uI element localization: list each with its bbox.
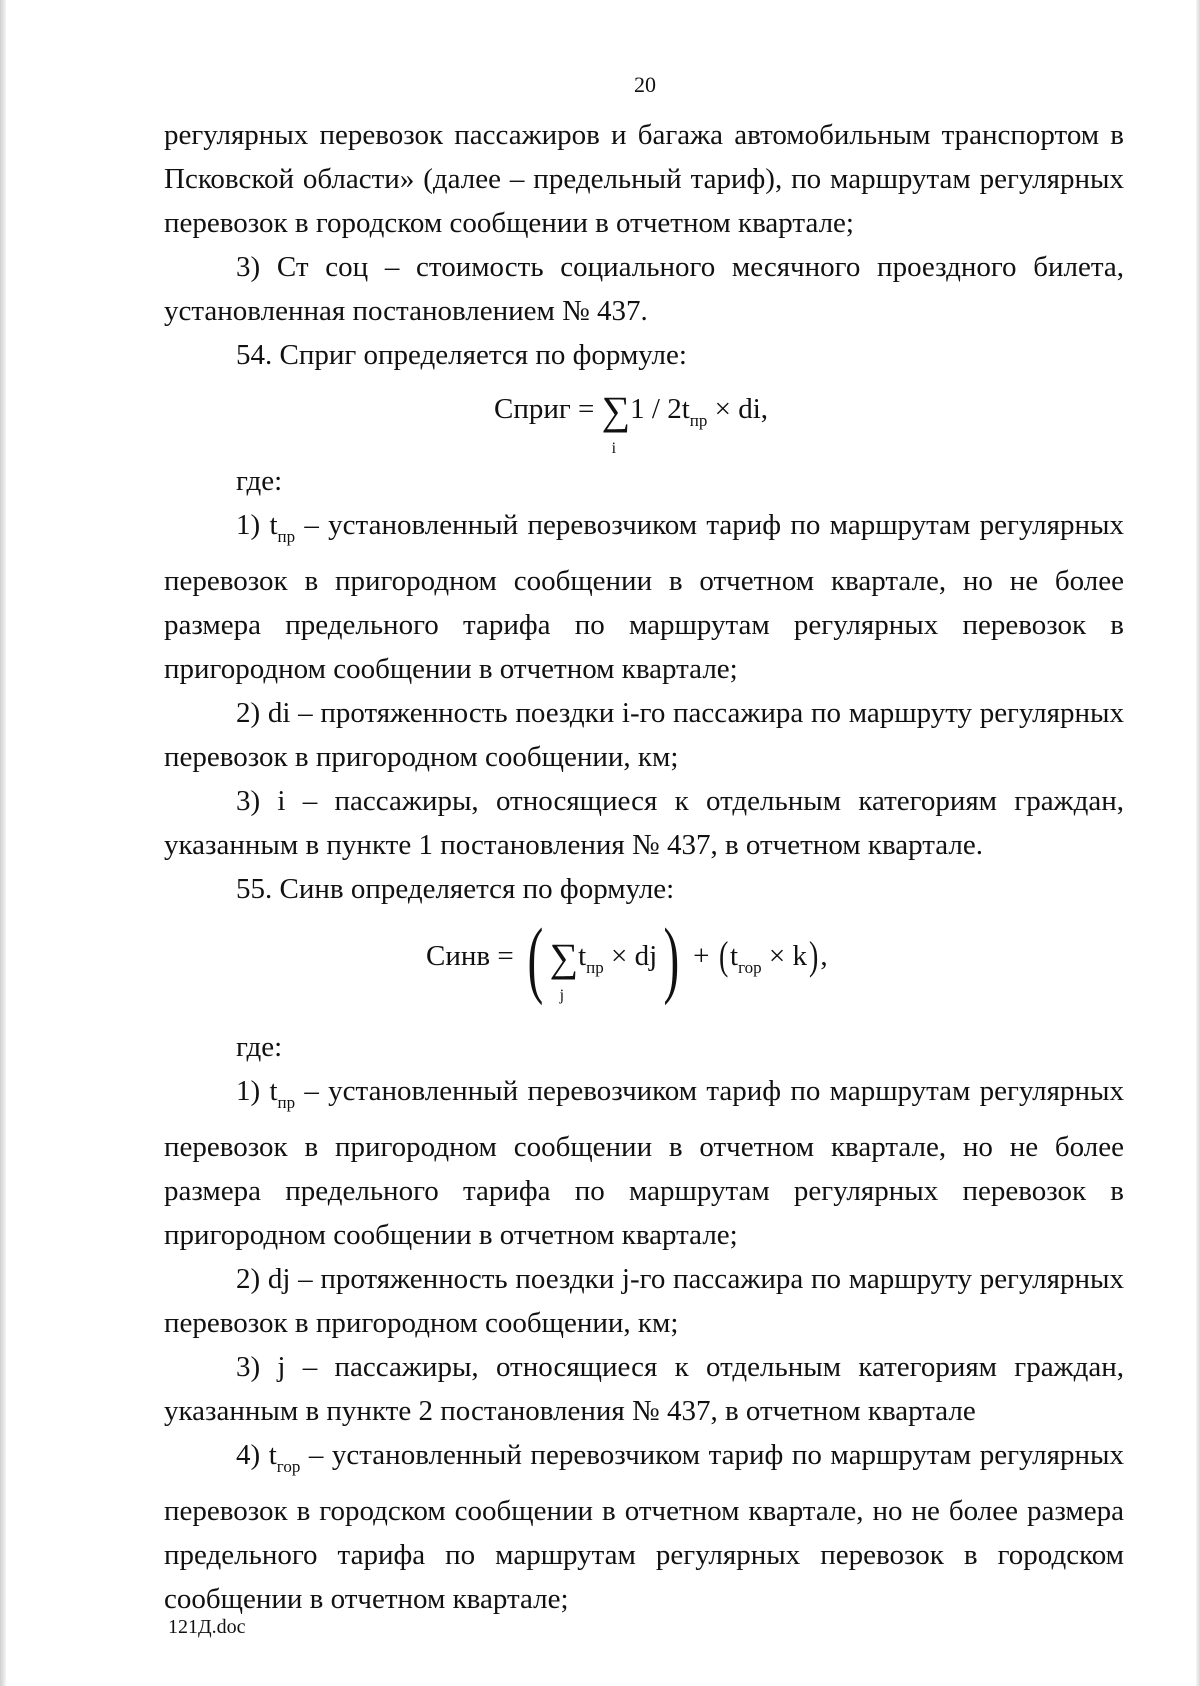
right-paren: ) <box>808 933 819 978</box>
left-paren-large: ( <box>527 910 544 1006</box>
paragraph-3-i: 3) i – пассажиры, относящиеся к отдельным категориям граждан, указанным в пункте 1 постановления № 437, в отчетном квартале. <box>164 785 1124 861</box>
paragraph-2-di: 2) di – протяженность поездки i-го пассажира по маршруту регулярных перевозок в пригородном сообщении, км; <box>164 697 1124 773</box>
paragraph-item-3-social-ticket: 3) Ст соц – стоимость социального месячного проездного билета, установленная постановлением № 437. <box>164 251 1124 327</box>
formula-sprig-term-subscript: пр <box>689 411 708 430</box>
formula-sprig-term: 1 / 2t <box>630 393 690 425</box>
paragraph-54: 54. Сприг определяется по формуле: <box>236 339 687 371</box>
where-label-1: где: <box>236 465 283 497</box>
scan-edge-left <box>0 0 6 1686</box>
footer-filename: 121Д.doc <box>168 1616 246 1638</box>
formula-sinv-lhs: Синв = <box>426 940 521 972</box>
paragraph-2-dj: 2) dj – протяженность поездки j-го пассажира по маршруту регулярных перевозок в пригородном сообщении, км; <box>164 1263 1124 1339</box>
paragraph-4-t-gor: 4) $t_{гор}$ – установленный перевозчиком тариф по маршрутам регулярных перевозок в городском сообщении в отчетном квартале, но не более размера предельного тарифа по маршрутам регулярных перевозок в городском сообщении в отчетном квартале; <box>164 1439 1124 1615</box>
sigma-index: i <box>611 440 617 457</box>
sigma-index: j <box>559 987 565 1004</box>
paragraph-3-j: 3) j – пассажиры, относящиеся к отдельным категориям граждан, указанным в пункте 2 постановления № 437, в отчетном квартале <box>164 1351 1124 1427</box>
page-number: 20 <box>634 72 656 97</box>
formula-sprig-lhs: Сприг = <box>494 393 602 425</box>
document-body <box>164 113 1124 1621</box>
sigma-symbol: ∑ i <box>602 391 631 431</box>
paragraph-55: 55. Синв определяется по формуле: <box>236 873 675 905</box>
sigma-symbol: ∑ j <box>550 938 579 978</box>
scan-edge-right <box>1196 0 1200 1686</box>
paragraph-continuation: регулярных перевозок пассажиров и багажа автомобильным транспортом в Псковской области» (далее – предельный тариф), по маршрутам регулярных перевозок в городском сообщении в отчетном квартале; <box>164 119 1124 239</box>
where-label-2: где: <box>236 1031 283 1063</box>
paragraph-1-t-pr: 1) $t_{пр}$ – установленный перевозчиком тариф по маршрутам регулярных перевозок в пригородном сообщении в отчетном квартале, но не более размера предельного тарифа по маршрутам регулярных перевозок в пригородном сообщении в отчетном квартале; <box>164 509 1124 685</box>
formula-sprig <box>164 377 1124 459</box>
left-paren: ( <box>718 933 729 978</box>
right-paren-large: ) <box>663 910 680 1006</box>
formula-sprig-tail: × di, <box>707 393 769 425</box>
paragraph-1-t-pr-2: 1) $t_{пр}$ – установленный перевозчиком тариф по маршрутам регулярных перевозок в пригородном сообщении в отчетном квартале, но не более размера предельного тарифа по маршрутам регулярных перевозок в пригородном сообщении в отчетном квартале; <box>164 1075 1124 1251</box>
formula-sinv: Синв = ( ∑ j $t_{пр} \times dj) + (t_{гор} \times k)$, <box>164 911 1124 1025</box>
